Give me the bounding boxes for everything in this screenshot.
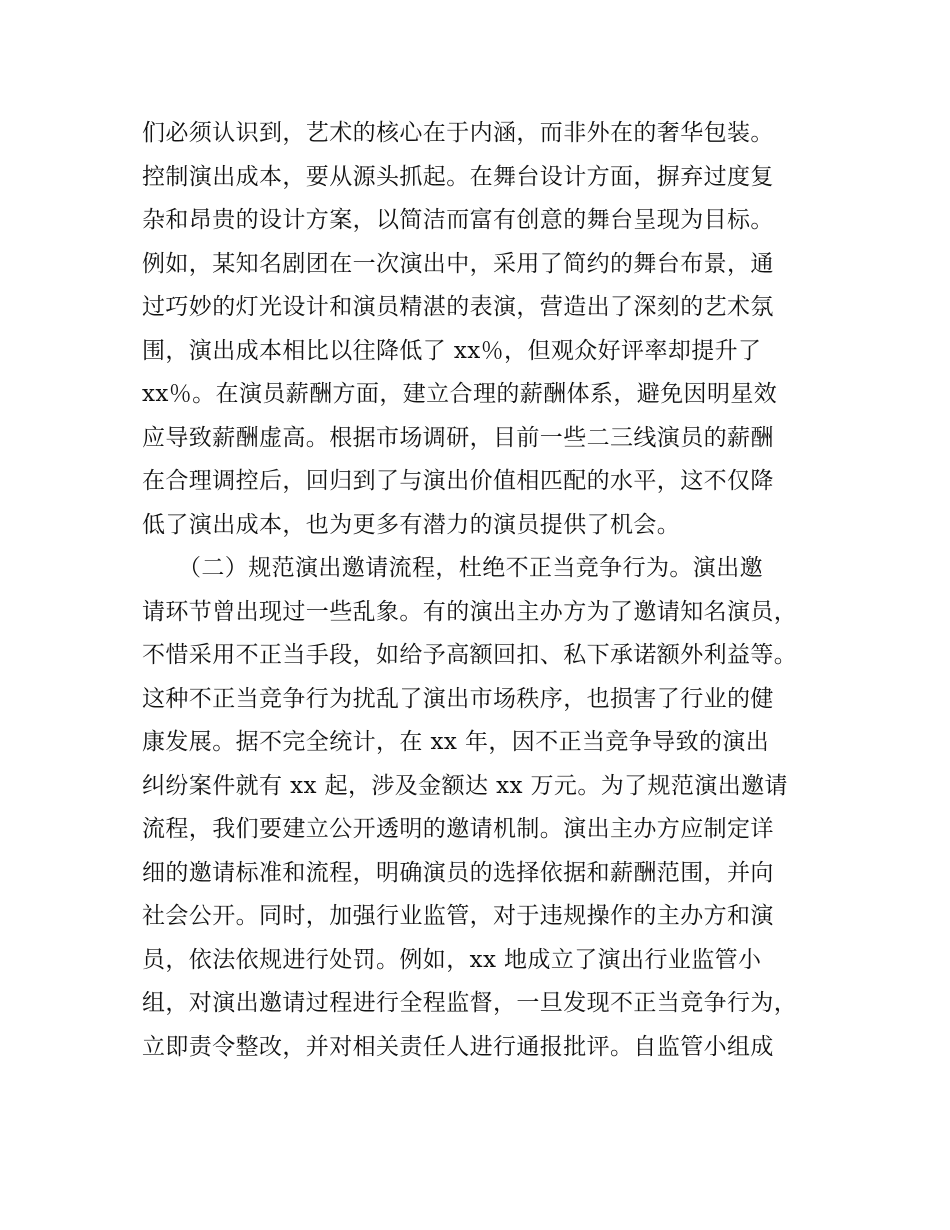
text-line: 杂和昂贵的设计方案，以简洁而富有创意的舞台呈现为目标。 [142, 207, 774, 233]
paragraph-heading-line: （二）规范演出邀请流程，杜绝不正当竞争行为。演出邀 [178, 555, 763, 581]
text-line: 在合理调控后，回归到了与演出价值相匹配的水平，这不仅降 [142, 468, 774, 494]
text-line: 流程，我们要建立公开透明的邀请机制。演出主办方应制定详 [142, 816, 774, 842]
text-line: 例如，某知名剧团在一次演出中，采用了简约的舞台布景，通 [142, 250, 774, 277]
text-line: 细的邀请标准和流程，明确演员的选择依据和薪酬范围，并向 [142, 859, 774, 886]
text-line: 康发展。据不完全统计，在 xx 年，因不正当竞争导致的演出 [142, 729, 770, 755]
text-line: 控制演出成本，要从源头抓起。在舞台设计方面，摒弃过度复 [142, 163, 774, 190]
text-line: xx％。在演员薪酬方面，建立合理的薪酬体系，避免因明星效 [142, 381, 778, 407]
text-line: 过巧妙的灯光设计和演员精湛的表演，营造出了深刻的艺术氛 [142, 294, 774, 320]
text-line: 围，演出成本相比以往降低了 xx％，但观众好评率却提升了 [142, 337, 762, 364]
text-line: 们必须认识到，艺术的核心在于内涵，而非外在的奢华包装。 [142, 120, 774, 146]
text-line: 不惜采用不正当手段，如给予高额回扣、私下承诺额外利益等。 [142, 642, 798, 668]
body-text [142, 112, 822, 1069]
text-line: 低了演出成本，也为更多有潜力的演员提供了机会。 [142, 511, 681, 538]
paragraph-invitation-process [142, 547, 822, 1069]
text-line: 立即责令整改，并对相关责任人进行通报批评。自监管小组成 [142, 1033, 774, 1060]
text-line: 组，对演出邀请过程进行全程监督，一旦发现不正当竞争行为， [142, 990, 798, 1016]
paragraph-cost-control [142, 112, 822, 547]
text-line: 应导致薪酬虚高。根据市场调研，目前一些二三线演员的薪酬 [142, 424, 774, 451]
text-line: 纠纷案件就有 xx 起，涉及金额达 xx 万元。为了规范演出邀请 [142, 772, 788, 799]
text-line: 这种不正当竞争行为扰乱了演出市场秩序，也损害了行业的健 [142, 685, 774, 712]
text-line: 请环节曾出现过一些乱象。有的演出主办方为了邀请知名演员， [142, 598, 798, 625]
text-line: 员，依法依规进行处罚。例如，xx 地成立了演出行业监管小 [142, 946, 762, 973]
text-line: 社会公开。同时，加强行业监管，对于违规操作的主办方和演 [142, 903, 774, 929]
